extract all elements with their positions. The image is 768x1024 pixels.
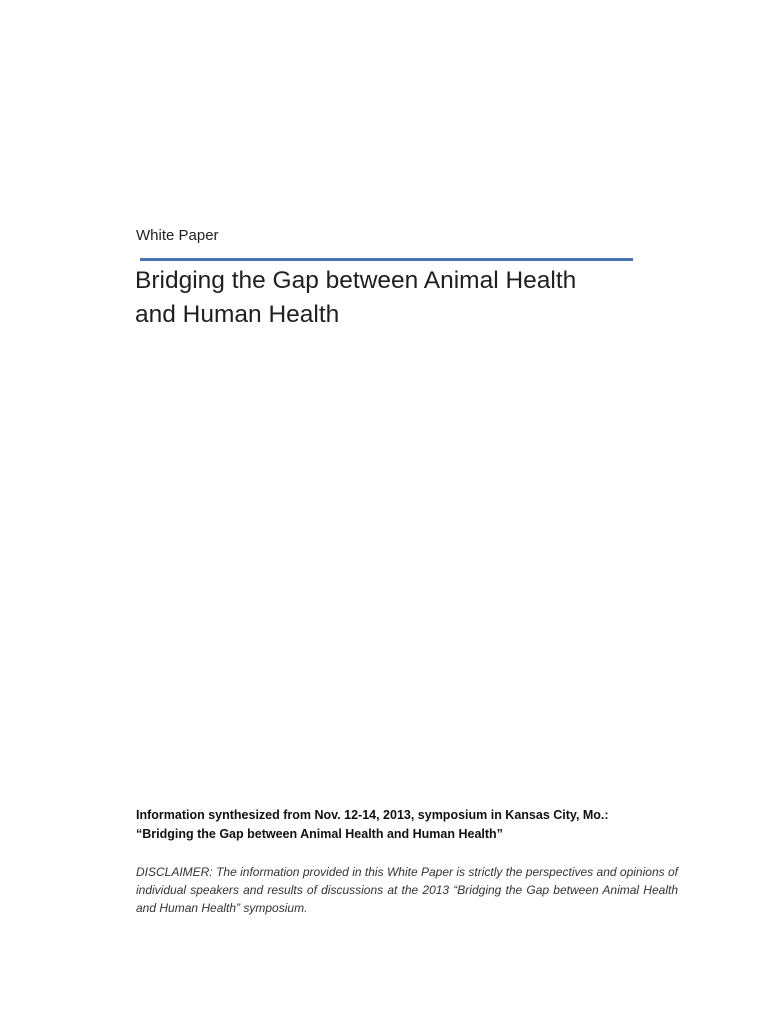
source-statement bbox=[136, 806, 696, 844]
source-statement-line-1: Information synthesized from Nov. 12-14, 2013, symposium in Kansas City, Mo.: bbox=[136, 808, 609, 822]
title-divider bbox=[140, 258, 633, 261]
disclaimer-label: DISCLAIMER bbox=[136, 865, 210, 879]
disclaimer-paragraph bbox=[136, 863, 678, 917]
document-type-label: White Paper bbox=[136, 227, 219, 244]
document-title-line-1: Bridging the Gap between Animal Health bbox=[135, 267, 577, 294]
document-title-line-2: and Human Health bbox=[135, 301, 340, 328]
document-title bbox=[135, 264, 655, 332]
disclaimer-text: The information provided in this White Paper is strictly the perspectives and opinions of individual speakers and results of discussions at the 2013 “Bridging the Gap between Animal Health and Human Health” symposium. bbox=[136, 865, 678, 915]
source-statement-line-2: “Bridging the Gap between Animal Health and Human Health” bbox=[136, 827, 503, 841]
disclaimer-colon: : bbox=[209, 865, 213, 879]
